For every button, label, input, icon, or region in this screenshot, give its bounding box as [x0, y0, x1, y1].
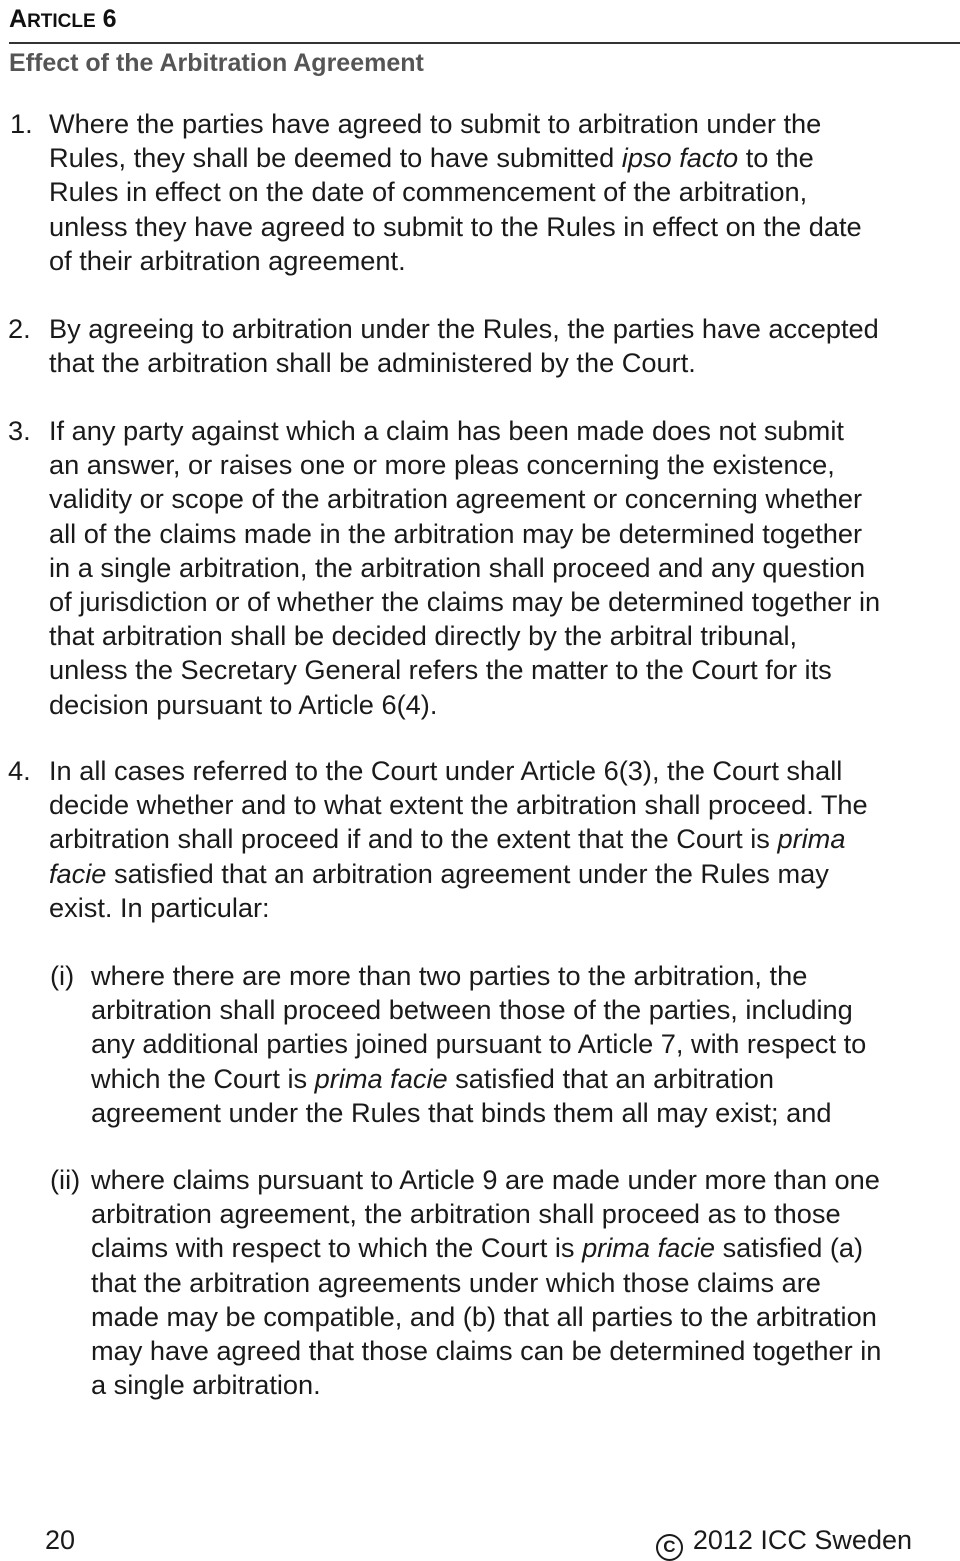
copyright-text: 2012 ICC Sweden: [692, 1525, 912, 1555]
paragraph-line: By agreeing to arbitration under the Rules, the parties have accepted: [49, 313, 879, 344]
paragraph-line: arbitration agreement, the arbitration shall proceed as to those: [91, 1198, 841, 1230]
paragraph-line: any additional parties joined pursuant to Article 7, with respect to: [91, 1028, 867, 1060]
paragraph-text-run: satisfied that an arbitration: [447, 1062, 775, 1094]
paragraph-line: decision pursuant to Article 6(4).: [49, 688, 438, 720]
subparagraph-number: (i): [50, 960, 75, 991]
paragraph-line: decide whether and to what extent the arbitration shall proceed. The: [49, 789, 868, 821]
paragraph-line: in a single arbitration, the arbitration shall proceed and any question: [49, 551, 866, 583]
paragraph-text-run: claims with respect to which the Court is: [91, 1232, 583, 1264]
paragraph-line: Rules in effect on the date of commencement of the arbitration,: [49, 176, 808, 208]
paragraph-2: [8, 312, 879, 380]
italic-term: prima facie: [314, 1062, 448, 1094]
paragraph-line: an answer, or raises one or more pleas concerning the existence,: [49, 449, 835, 481]
paragraph-line: agreement under the Rules that binds them all may exist; and: [91, 1096, 832, 1128]
paragraph-line: unless they have agreed to submit to the Rules in effect on the date: [49, 210, 862, 242]
paragraph-line: where claims pursuant to Article 9 are made under more than one: [91, 1164, 880, 1195]
paragraph-line: In all cases referred to the Court under Article 6(3), the Court shall: [49, 755, 843, 786]
paragraph-line: where there are more than two parties to the arbitration, the: [91, 960, 808, 991]
paragraph-line: Where the parties have agreed to submit to arbitration under the: [49, 108, 822, 139]
copyright-notice: [656, 1524, 912, 1561]
paragraph-line: [49, 141, 862, 175]
paragraph-3: [8, 414, 881, 722]
paragraph-line: [91, 1062, 866, 1096]
paragraph-line: [49, 857, 868, 891]
italic-term: prima facie: [582, 1232, 716, 1264]
paragraph-text-run: to the: [738, 142, 814, 174]
italic-term: ipso facto: [621, 142, 739, 174]
paragraph-text-run: Rules, they shall be deemed to have submitted: [49, 142, 622, 174]
subparagraph-ii: [50, 1163, 882, 1402]
paragraph-line: arbitration shall proceed between those of the parties, including: [91, 994, 853, 1026]
paragraph-line: that arbitration shall be decided directly by the arbitral tribunal,: [49, 620, 798, 652]
paragraph-line: that the arbitration shall be administered by the Court.: [49, 347, 696, 379]
copyright-icon: C: [656, 1534, 683, 1561]
paragraph-line: a single arbitration.: [91, 1369, 321, 1401]
paragraph-line: [49, 822, 868, 856]
italic-term: facie: [49, 857, 107, 889]
article-heading-first-letter: A: [9, 5, 28, 33]
heading-divider: [9, 42, 960, 44]
paragraph-line: may have agreed that those claims can be determined together in: [91, 1335, 882, 1367]
subparagraph-i: [50, 959, 867, 1130]
paragraph-line: of their arbitration agreement.: [49, 244, 406, 276]
paragraph-text-run: satisfied that an arbitration agreement under the Rules may: [106, 857, 829, 889]
paragraph-number: 2.: [8, 313, 31, 344]
paragraph-text-run: satisfied (a): [715, 1232, 864, 1264]
paragraph-line: unless the Secretary General refers the matter to the Court for its: [49, 654, 832, 686]
article-number: 6: [102, 5, 117, 33]
article-subtitle: Effect of the Arbitration Agreement: [9, 49, 424, 77]
paragraph-line: that the arbitration agreements under which those claims are: [91, 1266, 821, 1298]
paragraph-line: exist. In particular:: [49, 891, 270, 923]
paragraph-line: all of the claims made in the arbitration may be determined together: [49, 517, 863, 549]
paragraph-number: 1.: [10, 108, 33, 139]
article-heading: [9, 4, 117, 37]
subparagraph-number: (ii): [50, 1164, 81, 1195]
paragraph-line: [91, 1231, 881, 1265]
paragraph-line: made may be compatible, and (b) that all parties to the arbitration: [91, 1300, 877, 1332]
paragraph-4: [8, 754, 868, 925]
paragraph-number: 4.: [8, 755, 31, 786]
paragraph-line: If any party against which a claim has been made does not submit: [49, 415, 844, 446]
paragraph-line: validity or scope of the arbitration agreement or concerning whether: [49, 483, 863, 515]
paragraph-text-run: arbitration shall proceed if and to the extent that the Court is: [49, 823, 778, 855]
article-heading-rest: RTICLE: [27, 11, 96, 32]
paragraph-1: [10, 107, 862, 278]
page-number: 20: [45, 1525, 76, 1555]
paragraph-number: 3.: [8, 415, 31, 446]
italic-term: prima: [777, 823, 846, 855]
paragraph-text-run: which the Court is: [91, 1062, 315, 1094]
paragraph-line: of jurisdiction or of whether the claims may be determined together in: [49, 586, 881, 618]
